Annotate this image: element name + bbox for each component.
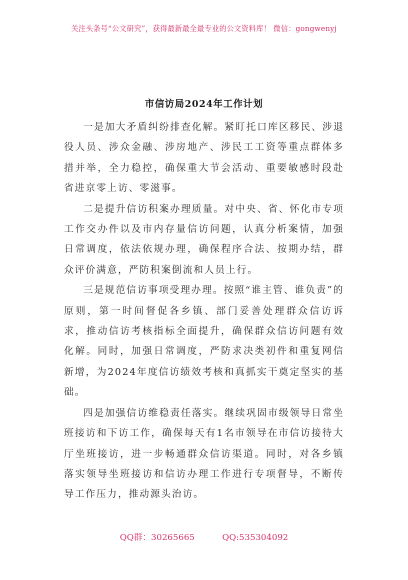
document-title: 市信访局2024年工作计划 — [144, 99, 264, 110]
paragraph-4: 四是加强信访维稳责任落实。继续巩固市级领导日常坐班接访和下访工作，确保每天有1名市领导在市信访接待大厅坐班接访，进一步畅通群众信访渠道。同时，对各乡镇落实领导坐班接访和信访办理工作进行专项督导，不断传导工作压力，推动源头治访。 — [64, 407, 344, 501]
contact-footer: QQ群：30265665 QQ:535304092 — [119, 533, 289, 543]
paragraph-3: 三是规范信访事项受理办理。按照“谁主管、谁负责”的原则，第一时间督促各乡镇、部门妥善处理群众信访诉求，推动信访考核指标全面提升，确保群众信访问题有效化解。同时，加强日常调度，严防求决类初件和重复网信新增，为2024年度信访绩效考核和真抓实干奠定坚实的基础。 — [64, 285, 344, 399]
paragraph-2: 二是提升信访积案办理质量。对中央、省、怀化市专项工作交办件以及市内存量信访问题，认真分析案情，加强日常调度，依法依规办理，确保程序合法、按期办结，群众评价满意，严防积案倒流和人员上行。 — [64, 203, 344, 276]
document-body — [64, 118, 344, 506]
paragraph-1: 一是加大矛盾纠纷排查化解。紧盯托口库区移民、涉退役人员、涉众金融、涉房地产、涉民工工资等重点群体多措并举，全力稳控，确保重大节会活动、重要敏感时段赴省进京零上访、零滋事。 — [64, 122, 344, 195]
promo-header: 关注头条号“公文研究”，获得最新最全最专业的公文资料库！ 微信：gongwenyj — [71, 24, 337, 33]
